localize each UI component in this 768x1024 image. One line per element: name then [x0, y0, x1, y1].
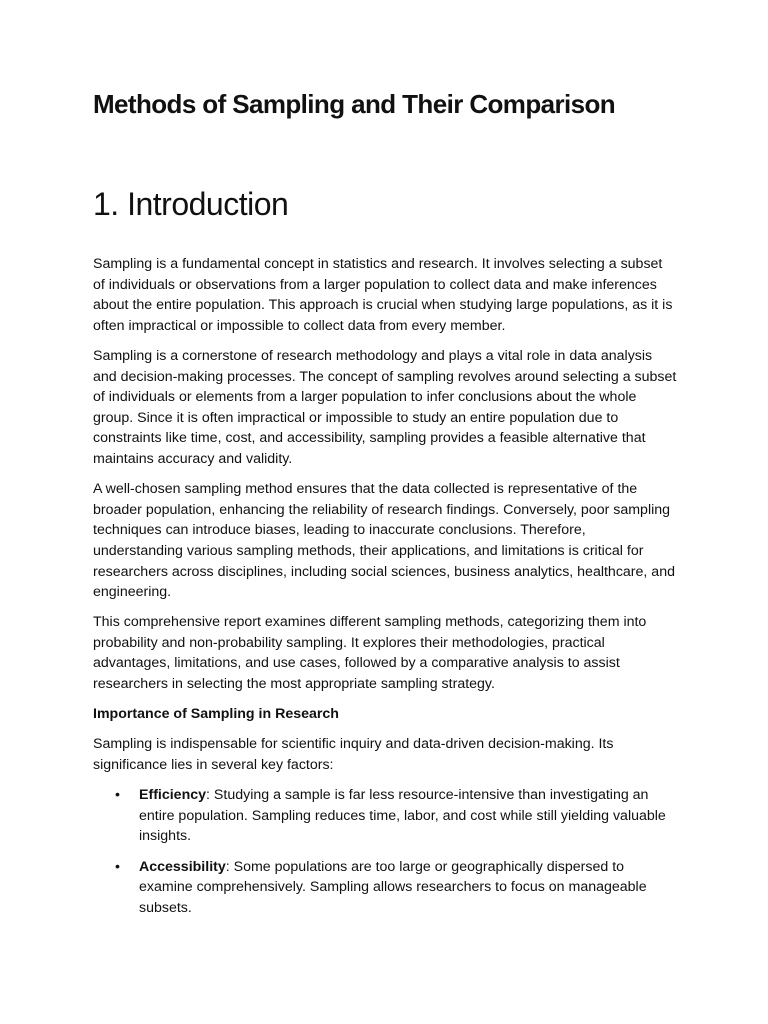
importance-subheading: Importance of Sampling in Research — [93, 706, 339, 723]
list-item — [93, 785, 678, 847]
list-item — [93, 857, 678, 919]
document-title: Methods of Sampling and Their Comparison — [93, 89, 616, 119]
bullet-icon: • — [115, 787, 120, 804]
bullet-icon: • — [115, 858, 120, 875]
factor-term: Accessibility — [139, 858, 226, 875]
section-heading: 1. Introduction — [93, 186, 289, 222]
importance-intro: Sampling is indispensable for scientific inquiry and data-driven decision-making. Its significance lies in several key factors: — [93, 736, 614, 774]
intro-paragraph-4: This comprehensive report examines different sampling methods, categorizing them into probability and non-probability sampling. It explores their methodologies, practical advantages, limitations, and use cases, followed by a comparative analysis to assist researchers in selecting the most appropriate sampling strategy. — [93, 614, 647, 693]
factor-term: Efficiency — [139, 787, 207, 804]
intro-paragraph-3: A well-chosen sampling method ensures that the data collected is representative of the broader population, enhancing the reliability of research findings. Conversely, poor sampling techniques can introduce biases, leading to inaccurate conclusions. Therefore, understanding various sampling methods, their applications, and limitations is critical for researchers across disciplines, including social sciences, business analytics, healthcare, and engineering. — [93, 481, 675, 601]
factor-description: : Some populations are too large or geographically dispersed to examine comprehensively. Sampling allows researchers to focus on manageable subsets. — [139, 858, 647, 916]
factor-description: : Studying a sample is far less resource-intensive than investigating an entire population. Sampling reduces time, labor, and cost while still yielding valuable insights. — [139, 787, 666, 845]
importance-factor-list — [93, 785, 678, 918]
intro-paragraph-2: Sampling is a cornerstone of research methodology and plays a vital role in data analysis and decision-making processes. The concept of sampling revolves around selecting a subset of individuals or elements from a larger population to infer conclusions about the whole group. Since it is often impractical or impossible to study an entire population due to constraints like time, cost, and accessibility, sampling provides a feasible alternative that maintains accuracy and validity. — [93, 347, 677, 467]
document-body — [93, 254, 678, 928]
intro-paragraph-1: Sampling is a fundamental concept in statistics and research. It involves selecting a subset of individuals or observations from a larger population to collect data and make inferences about the entire population. This approach is crucial when studying large populations, as it is often impractical or impossible to collect data from every member. — [93, 256, 673, 334]
